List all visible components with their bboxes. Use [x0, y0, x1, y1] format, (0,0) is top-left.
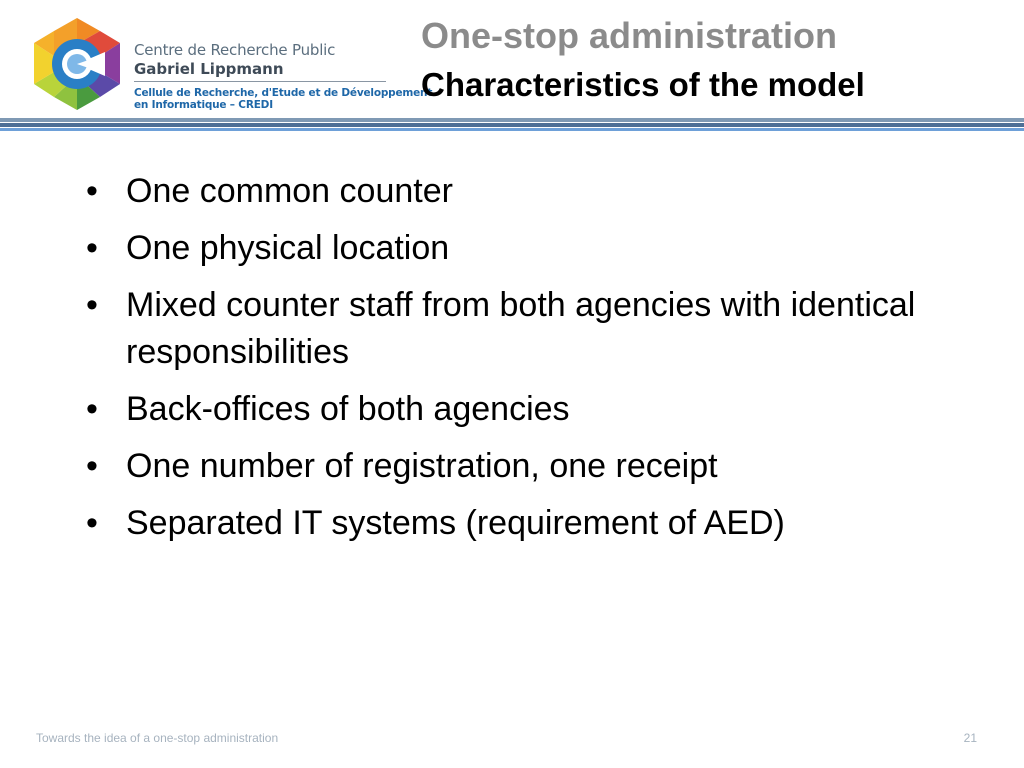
organization-divider	[134, 81, 386, 82]
bullet-item	[86, 386, 946, 433]
bullet-text: One common counter	[126, 172, 453, 210]
slide-subtitle: Characteristics of the model	[421, 66, 865, 103]
bullet-marker: •	[86, 504, 98, 542]
page-number: 21	[963, 731, 977, 745]
bullet-text: Separated IT systems (requirement of AED)	[126, 504, 785, 542]
organization-name-line2: Gabriel Lippmann	[134, 60, 284, 78]
organization-name-line1: Centre de Recherche Public	[134, 41, 336, 59]
bullet-item	[86, 443, 946, 490]
header-band-top	[0, 118, 1024, 122]
bullet-marker: •	[86, 286, 98, 324]
hexagon-logo-icon	[30, 16, 124, 112]
footer-text: Towards the idea of a one-stop administration	[36, 731, 279, 745]
unit-name-line2: en Informatique – CREDI	[134, 99, 273, 111]
bullet-item	[86, 225, 946, 272]
bullet-text: Back-offices of both agencies	[126, 390, 570, 428]
bullet-item	[86, 282, 946, 376]
slide-title: One-stop administration	[421, 15, 838, 56]
bullet-text: Mixed counter staff from both agencies with identical responsibilities	[126, 286, 916, 371]
unit-name-line1: Cellule de Recherche, d'Etude et de Développement	[134, 87, 433, 99]
bullet-text: One physical location	[126, 229, 450, 267]
bullet-item	[86, 500, 946, 547]
bullet-marker: •	[86, 172, 98, 210]
bullet-item	[86, 168, 946, 215]
bullet-marker: •	[86, 390, 98, 428]
bullet-list	[86, 168, 946, 557]
bullet-marker: •	[86, 229, 98, 267]
header-band-middle	[0, 123, 1024, 127]
bullet-text: One number of registration, one receipt	[126, 447, 718, 485]
bullet-marker: •	[86, 447, 98, 485]
header-band-bottom	[0, 128, 1024, 131]
organization-logo-block	[30, 14, 433, 116]
